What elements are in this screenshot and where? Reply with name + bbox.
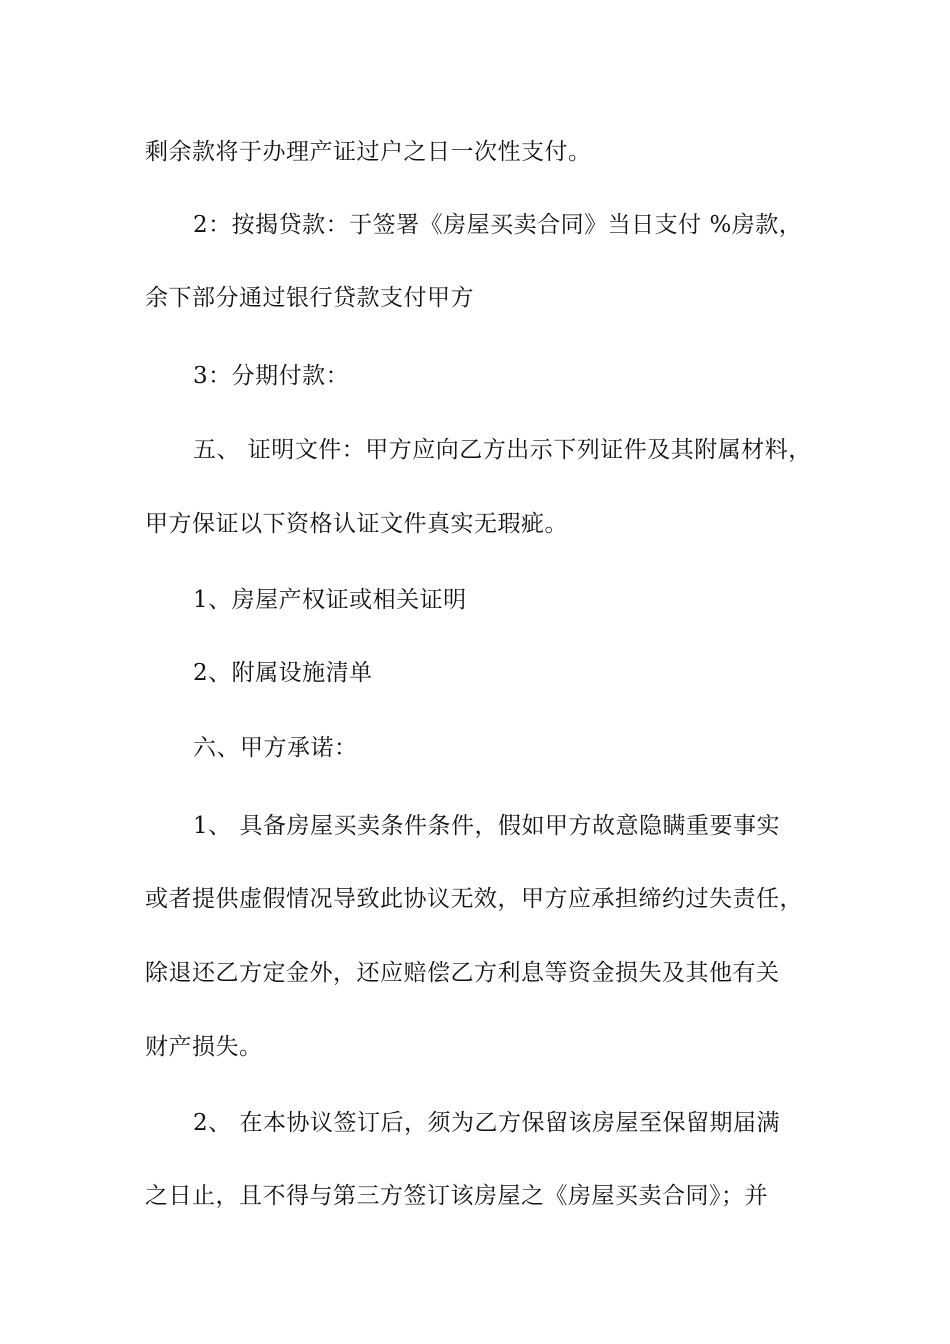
text-line: 2：按揭贷款：于签署《房屋买卖合同》当日支付 %房款， [193, 212, 803, 238]
text-line: 1、 具备房屋买卖条件条件，假如甲方故意隐瞒重要事实 [193, 813, 780, 839]
text-line: 剩余款将于办理产证过户之日一次性支付。 [145, 139, 592, 165]
text-line: 五、 证明文件：甲方应向乙方出示下列证件及其附属材料， [193, 437, 812, 463]
text-line: 甲方保证以下资格认证文件真实无瑕疵。 [145, 511, 568, 537]
text-line: 除退还乙方定金外，还应赔偿乙方利息等资金损失及其他有关 [145, 960, 780, 986]
text-line: 余下部分通过银行贷款支付甲方 [145, 285, 474, 311]
text-line: 2、 在本协议签订后，须为乙方保留该房屋至保留期届满 [193, 1110, 780, 1136]
text-line: 财产损失。 [145, 1034, 263, 1060]
text-line: 2、附属设施清单 [193, 660, 373, 686]
text-line: 之日止，且不得与第三方签订该房屋之《房屋买卖合同》；并 [145, 1183, 768, 1209]
text-line: 或者提供虚假情况导致此协议无效，甲方应承担缔约过失责任， [145, 886, 803, 912]
text-line: 1、房屋产权证或相关证明 [193, 587, 467, 613]
text-line: 六、甲方承诺： [193, 735, 358, 761]
text-line: 3：分期付款： [193, 363, 350, 389]
